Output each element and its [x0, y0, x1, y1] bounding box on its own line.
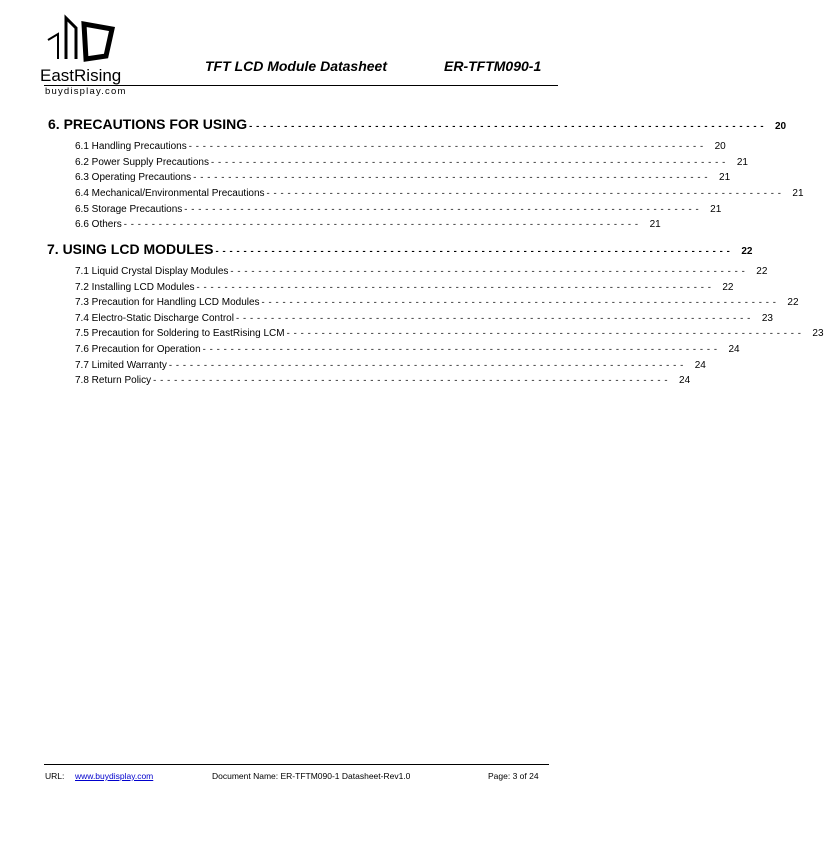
toc-page-number: 24 — [728, 344, 740, 355]
toc-page-number: 21 — [719, 172, 731, 183]
toc-page-number: 23 — [812, 328, 824, 339]
toc-leader: - - - - - - - - - - - - - - - - - - - - - - - - - - - - - - - - - - - - - - - - - - - - - - - - - - - - - - - - - - - - - - - - - - - - - - - - - - — [193, 172, 709, 183]
toc-item-title: 6.1 Handling Precautions — [75, 141, 187, 152]
toc-page-number: 24 — [679, 375, 691, 386]
toc-item-6-1[interactable] — [75, 141, 726, 152]
toc-leader: - - - - - - - - - - - - - - - - - - - - - - - - - - - - - - - - - - - - - - - - - - - - - - - - - - - - - - - - - - - - - - - - - - - - - - - - - - — [123, 219, 639, 230]
toc-item-6-4[interactable] — [75, 188, 804, 199]
toc-item-title: 6.6 Others — [75, 219, 122, 230]
document-title: TFT LCD Module Datasheet — [205, 58, 388, 74]
toc-item-title: 7.3 Precaution for Handling LCD Modules — [75, 297, 260, 308]
toc-item-7-2[interactable] — [75, 282, 734, 293]
footer-divider — [44, 764, 549, 765]
brand-name: EastRising — [40, 66, 122, 85]
toc-item-7-3[interactable] — [75, 297, 799, 308]
footer-url-wrapper — [75, 771, 153, 781]
toc-leader: - - - - - - - - - - - - - - - - - - - - - - - - - - - - - - - - - - - - - - - - - - - - - - - - - - - - - - - - - - - - - - - - - - - - - - - - - - — [215, 246, 731, 257]
footer-url-link[interactable]: www.buydisplay.com — [75, 771, 154, 781]
toc-item-7-7[interactable] — [75, 360, 706, 371]
brand-website: buydisplay.com — [45, 86, 127, 97]
footer-url-label: URL: — [45, 771, 65, 781]
toc-item-7-5[interactable] — [75, 328, 824, 339]
toc-leader: - - - - - - - - - - - - - - - - - - - - - - - - - - - - - - - - - - - - - - - - - - - - - - - - - - - - - - - - - - - - - - - - - - - - - - - - - - — [266, 188, 782, 199]
toc-item-title: 6.2 Power Supply Precautions — [75, 157, 209, 168]
toc-leader: - - - - - - - - - - - - - - - - - - - - - - - - - - - - - - - - - - - - - - - - - - - - - - - - - - - - - - - - - - - - - - - - - - - - - - - - - - — [210, 157, 726, 168]
toc-page-number: 23 — [761, 313, 773, 324]
toc-page-number: 21 — [792, 188, 804, 199]
toc-page-number: 22 — [722, 282, 734, 293]
toc-page-number: 21 — [710, 204, 722, 215]
toc-item-7-1[interactable] — [75, 266, 768, 277]
toc-leader: - - - - - - - - - - - - - - - - - - - - - - - - - - - - - - - - - - - - - - - - - - - - - - - - - - - - - - - - - - - - - - - - - - - - - - - - - - — [188, 141, 704, 152]
toc-section-title: 6. PRECAUTIONS FOR USING — [48, 116, 248, 132]
toc-leader: - - - - - - - - - - - - - - - - - - - - - - - - - - - - - - - - - - - - - - - - - - - - - - - - - - - - - - - - - - - - - - - - - - - - - - - - - - — [235, 313, 751, 324]
toc-leader: - - - - - - - - - - - - - - - - - - - - - - - - - - - - - - - - - - - - - - - - - - - - - - - - - - - - - - - - - - - - - - - - - - - - - - - - - - — [261, 297, 777, 308]
toc-item-title: 6.3 Operating Precautions — [75, 172, 192, 183]
toc-page-number: 20 — [714, 141, 726, 152]
toc-page-number: 22 — [756, 266, 768, 277]
footer-document-name: Document Name: ER-TFTM090-1 Datasheet-Rev1.0 — [212, 771, 411, 781]
toc-leader: - - - - - - - - - - - - - - - - - - - - - - - - - - - - - - - - - - - - - - - - - - - - - - - - - - - - - - - - - - - - - - - - - - - - - - - - - - — [249, 121, 765, 132]
toc-item-title: 7.4 Electro-Static Discharge Control — [75, 313, 234, 324]
toc-item-title: 6.5 Storage Precautions — [75, 204, 183, 215]
toc-leader: - - - - - - - - - - - - - - - - - - - - - - - - - - - - - - - - - - - - - - - - - - - - - - - - - - - - - - - - - - - - - - - - - - - - - - - - - - — [230, 266, 746, 277]
toc-item-title: 7.6 Precaution for Operation — [75, 344, 201, 355]
toc-leader: - - - - - - - - - - - - - - - - - - - - - - - - - - - - - - - - - - - - - - - - - - - - - - - - - - - - - - - - - - - - - - - - - - - - - - - - - - — [202, 344, 718, 355]
toc-leader: - - - - - - - - - - - - - - - - - - - - - - - - - - - - - - - - - - - - - - - - - - - - - - - - - - - - - - - - - - - - - - - - - - - - - - - - - - — [153, 375, 669, 386]
toc-item-6-5[interactable] — [75, 204, 722, 215]
toc-page-number: 21 — [736, 157, 748, 168]
toc-leader: - - - - - - - - - - - - - - - - - - - - - - - - - - - - - - - - - - - - - - - - - - - - - - - - - - - - - - - - - - - - - - - - - - - - - - - - - - — [168, 360, 684, 371]
toc-page-number: 21 — [649, 219, 661, 230]
toc-section-title: 7. USING LCD MODULES — [47, 241, 214, 257]
toc-item-7-4[interactable] — [75, 313, 773, 324]
toc-leader: - - - - - - - - - - - - - - - - - - - - - - - - - - - - - - - - - - - - - - - - - - - - - - - - - - - - - - - - - - - - - - - - - - - - - - - - - - — [184, 204, 700, 215]
toc-item-6-2[interactable] — [75, 157, 748, 168]
toc-section-6[interactable] — [48, 116, 787, 132]
toc-item-7-8[interactable] — [75, 375, 691, 386]
toc-item-title: 7.8 Return Policy — [75, 375, 152, 386]
toc-item-6-3[interactable] — [75, 172, 731, 183]
toc-page-number: 22 — [741, 246, 753, 257]
footer-page-number: Page: 3 of 24 — [488, 771, 539, 781]
toc-item-title: 7.5 Precaution for Soldering to EastRising LCM — [75, 328, 285, 339]
toc-leader: - - - - - - - - - - - - - - - - - - - - - - - - - - - - - - - - - - - - - - - - - - - - - - - - - - - - - - - - - - - - - - - - - - - - - - - - - - — [196, 282, 712, 293]
toc-leader: - - - - - - - - - - - - - - - - - - - - - - - - - - - - - - - - - - - - - - - - - - - - - - - - - - - - - - - - - - - - - - - - - - - - - - - - - - — [286, 328, 802, 339]
model-code: ER-TFTM090-1 — [444, 58, 542, 74]
toc-item-title: 7.1 Liquid Crystal Display Modules — [75, 266, 229, 277]
toc-item-title: 6.4 Mechanical/Environmental Precautions — [75, 188, 265, 199]
toc-item-title: 7.2 Installing LCD Modules — [75, 282, 195, 293]
toc-item-7-6[interactable] — [75, 344, 740, 355]
toc-item-6-6[interactable] — [75, 219, 661, 230]
toc-page-number: 24 — [694, 360, 706, 371]
toc-section-7[interactable] — [47, 241, 753, 257]
toc-page-number: 22 — [787, 297, 799, 308]
toc-item-title: 7.7 Limited Warranty — [75, 360, 167, 371]
toc-page-number: 20 — [775, 121, 787, 132]
